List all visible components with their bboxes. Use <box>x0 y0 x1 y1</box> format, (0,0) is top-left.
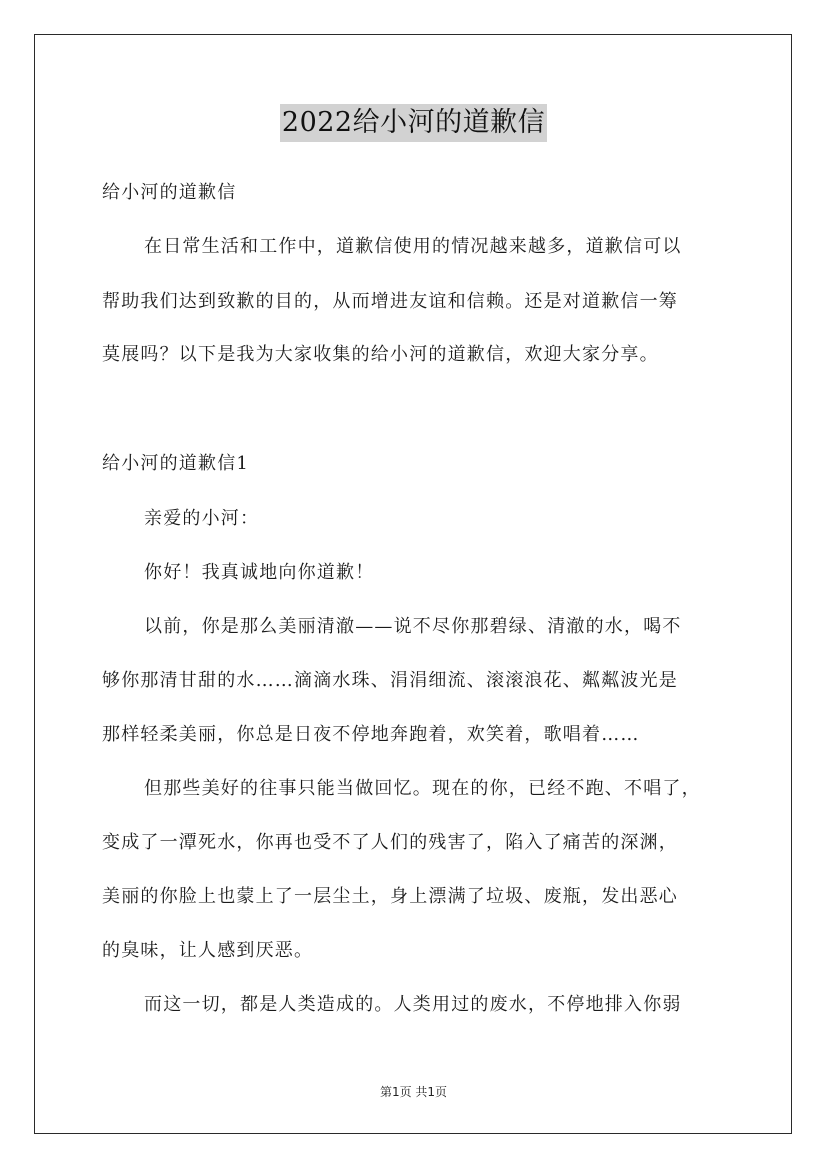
paragraph-line: 你好！我真诚地向你道歉！ <box>144 562 375 583</box>
paragraph-line: 但那些美好的往事只能当做回忆。现在的你，已经不跑、不唱了， <box>144 778 701 799</box>
paragraph-line: 以前，你是那么美丽清澈——说不尽你那碧绿、清澈的水，喝不 <box>144 616 682 637</box>
section-heading: 给小河的道歉信1 <box>102 453 250 474</box>
paragraph-line: 变成了一潭死水，你再也受不了人们的残害了，陷入了痛苦的深渊， <box>102 832 678 853</box>
paragraph-line: 在日常生活和工作中，道歉信使用的情况越来越多，道歉信可以 <box>144 236 682 257</box>
page-footer: 第1页 共1页 <box>379 1085 448 1099</box>
paragraph-line: 够你那清甘甜的水……滴滴水珠、涓涓细流、滚滚浪花、粼粼波光是 <box>102 670 678 691</box>
paragraph-line: 的臭味，让人感到厌恶。 <box>102 940 314 961</box>
paragraph-line: 帮助我们达到致歉的目的，从而增进友谊和信赖。还是对道歉信一筹 <box>102 291 678 312</box>
paragraph-line: 而这一切，都是人类造成的。人类用过的废水，不停地排入你弱 <box>144 994 682 1015</box>
paragraph-line: 莫展吗？以下是我为大家收集的给小河的道歉信，欢迎大家分享。 <box>102 344 659 365</box>
paragraph-line: 那样轻柔美丽，你总是日夜不停地奔跑着，欢笑着，歌唱着…… <box>102 724 640 745</box>
salutation-line: 亲爱的小河： <box>144 508 260 529</box>
paragraph-line: 美丽的你脸上也蒙上了一层尘土，身上漂满了垃圾、废瓶，发出恶心 <box>102 886 678 907</box>
subtitle-line: 给小河的道歉信 <box>102 182 237 203</box>
document-title: 2022给小河的道歉信 <box>280 104 547 142</box>
title-container <box>0 104 827 142</box>
